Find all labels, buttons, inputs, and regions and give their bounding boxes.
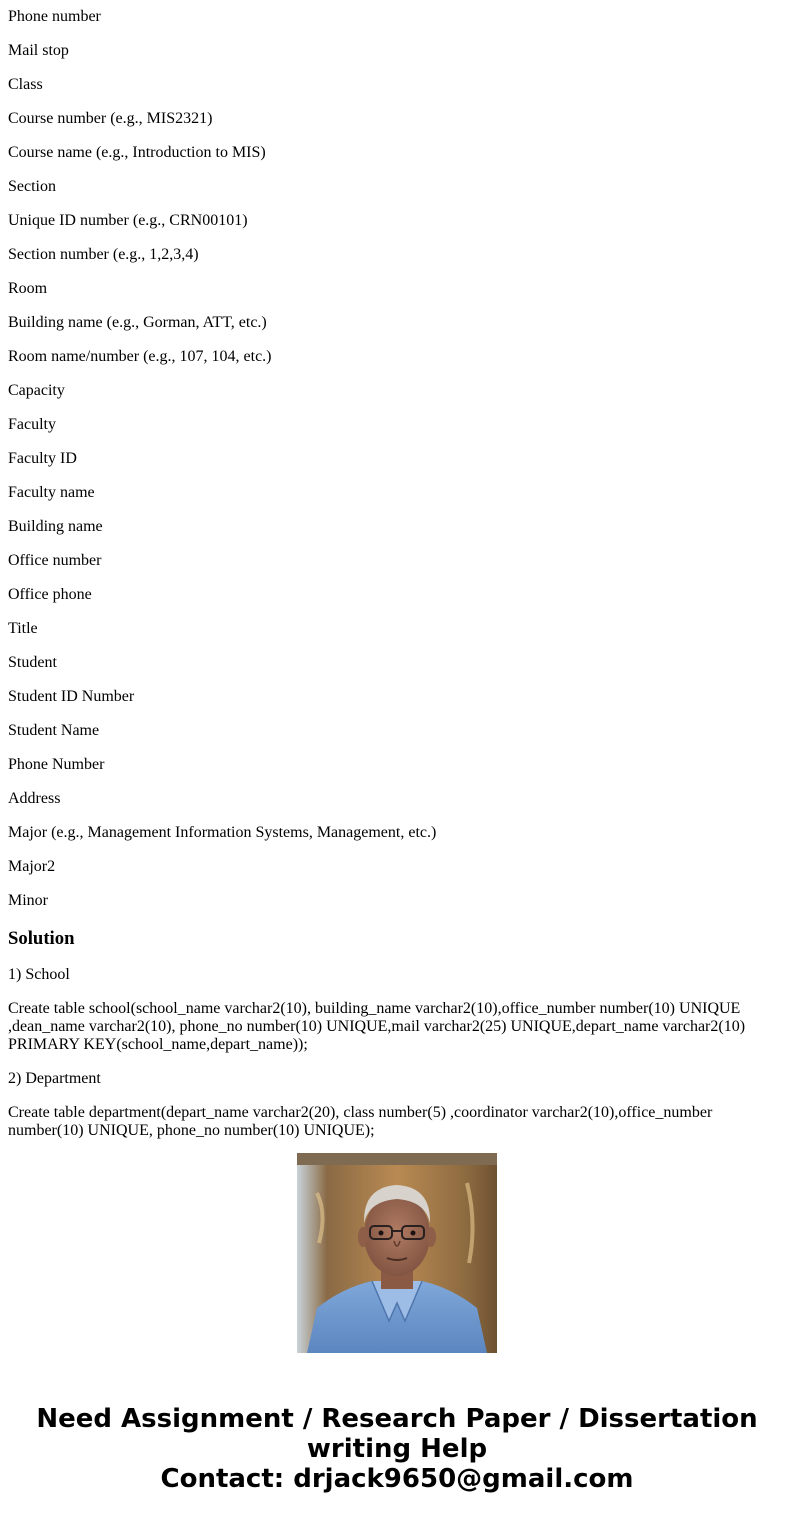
field-item: Course name (e.g., Introduction to MIS) xyxy=(8,144,266,161)
field-item: Office number xyxy=(8,552,102,569)
promo-message xyxy=(10,1404,784,1494)
field-item: Section number (e.g., 1,2,3,4) xyxy=(8,246,199,263)
field-item: Student ID Number xyxy=(8,688,135,705)
avatar xyxy=(297,1153,497,1353)
field-item: Faculty xyxy=(8,416,56,433)
promo-line-1: Need Assignment / Research Paper / Dissertation xyxy=(36,1404,758,1434)
field-item: Faculty name xyxy=(8,484,95,501)
solution-paragraph: Create table department(depart_name varchar2(20), class number(5) ,coordinator varchar2(10),office_number number(10) UNIQUE, phone_no number(10) UNIQUE); xyxy=(8,1104,713,1139)
field-item: Title xyxy=(8,620,38,637)
field-item: Phone Number xyxy=(8,756,105,773)
field-item: Major (e.g., Management Information Systems, Management, etc.) xyxy=(8,824,437,841)
field-item: Student Name xyxy=(8,722,100,739)
field-item: Building name xyxy=(8,518,103,535)
avatar-photo xyxy=(297,1153,497,1353)
solution-paragraph: Create table school(school_name varchar2(10), building_name varchar2(10),office_number number(10) UNIQUE ,dean_name varchar2(10), phone_no number(10) UNIQUE,mail varchar2(25) UNIQUE,depart_name varchar2(10) PRIMARY KEY(school_name,depart_name)); xyxy=(8,1000,746,1053)
solution-heading: Solution xyxy=(8,928,75,949)
document-body xyxy=(8,0,778,1139)
field-item: Unique ID number (e.g., CRN00101) xyxy=(8,212,248,229)
field-item: Major2 xyxy=(8,858,56,875)
promo-banner xyxy=(0,1153,794,1523)
field-item: Room xyxy=(8,280,48,297)
field-item: Faculty ID xyxy=(8,450,77,467)
field-item: Course number (e.g., MIS2321) xyxy=(8,110,213,127)
field-item: Section xyxy=(8,178,56,195)
promo-contact: Contact: drjack9650@gmail.com xyxy=(160,1464,634,1494)
solution-paragraph: 1) School xyxy=(8,966,70,983)
solution-paragraph: 2) Department xyxy=(8,1070,101,1087)
field-item: Phone number xyxy=(8,8,101,25)
field-item: Class xyxy=(8,76,43,93)
field-list xyxy=(8,8,778,910)
field-item: Office phone xyxy=(8,586,92,603)
field-item: Building name (e.g., Gorman, ATT, etc.) xyxy=(8,314,267,331)
field-item: Mail stop xyxy=(8,42,69,59)
field-item: Room name/number (e.g., 107, 104, etc.) xyxy=(8,348,272,365)
promo-line-2: writing Help xyxy=(306,1434,488,1464)
field-item: Capacity xyxy=(8,382,65,399)
field-item: Student xyxy=(8,654,57,671)
solution-section xyxy=(8,966,778,1140)
field-item: Address xyxy=(8,790,61,807)
field-item: Minor xyxy=(8,892,48,909)
